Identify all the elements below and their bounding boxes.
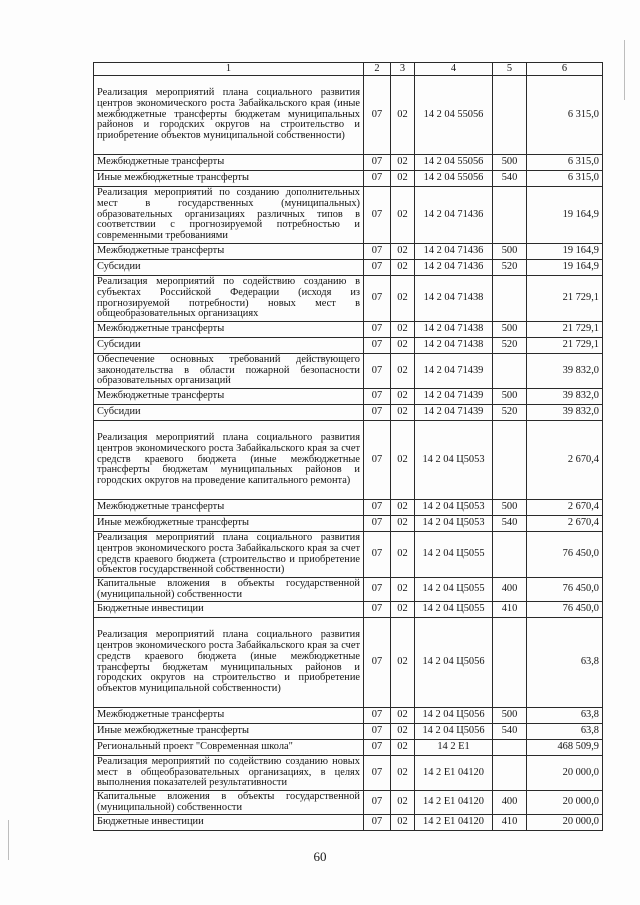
section-cell: 07 bbox=[364, 389, 391, 405]
table-row bbox=[94, 602, 603, 618]
section-cell: 07 bbox=[364, 187, 391, 244]
description-cell: Иные межбюджетные трансферты bbox=[94, 724, 364, 740]
expense-type-cell: 410 bbox=[493, 602, 527, 618]
target-article-cell: 14 2 04 71438 bbox=[415, 276, 493, 322]
table-row bbox=[94, 276, 603, 322]
header-col-4: 4 bbox=[415, 63, 493, 76]
table-row bbox=[94, 618, 603, 708]
table-row bbox=[94, 421, 603, 500]
description-cell: Капитальные вложения в объекты государственной (муниципальной) собственности bbox=[94, 578, 364, 602]
expense-type-cell bbox=[493, 740, 527, 756]
section-cell: 07 bbox=[364, 171, 391, 187]
subsection-cell: 02 bbox=[391, 244, 415, 260]
description-cell: Региональный проект "Современная школа" bbox=[94, 740, 364, 756]
target-article-cell: 14 2 04 71438 bbox=[415, 338, 493, 354]
expense-type-cell bbox=[493, 421, 527, 500]
target-article-cell: 14 2 04 Ц5056 bbox=[415, 618, 493, 708]
section-cell: 07 bbox=[364, 405, 391, 421]
description-cell: Капитальные вложения в объекты государственной (муниципальной) собственности bbox=[94, 791, 364, 815]
amount-cell: 6 315,0 bbox=[527, 155, 603, 171]
amount-cell: 63,8 bbox=[527, 708, 603, 724]
expense-type-cell: 500 bbox=[493, 155, 527, 171]
subsection-cell: 02 bbox=[391, 276, 415, 322]
expense-type-cell: 410 bbox=[493, 815, 527, 831]
table-row bbox=[94, 708, 603, 724]
subsection-cell: 02 bbox=[391, 708, 415, 724]
section-cell: 07 bbox=[364, 724, 391, 740]
description-cell: Бюджетные инвестиции bbox=[94, 815, 364, 831]
target-article-cell: 14 2 04 71439 bbox=[415, 354, 493, 389]
description-cell: Межбюджетные трансферты bbox=[94, 389, 364, 405]
expense-type-cell: 520 bbox=[493, 338, 527, 354]
table-row bbox=[94, 389, 603, 405]
budget-table bbox=[93, 62, 603, 831]
header-col-1: 1 bbox=[94, 63, 364, 76]
section-cell: 07 bbox=[364, 602, 391, 618]
section-cell: 07 bbox=[364, 532, 391, 578]
expense-type-cell: 400 bbox=[493, 791, 527, 815]
table-row bbox=[94, 187, 603, 244]
table-row bbox=[94, 244, 603, 260]
amount-cell: 19 164,9 bbox=[527, 260, 603, 276]
header-col-3: 3 bbox=[391, 63, 415, 76]
target-article-cell: 14 2 04 71438 bbox=[415, 322, 493, 338]
section-cell: 07 bbox=[364, 791, 391, 815]
table-row bbox=[94, 724, 603, 740]
expense-type-cell: 400 bbox=[493, 578, 527, 602]
subsection-cell: 02 bbox=[391, 740, 415, 756]
expense-type-cell: 500 bbox=[493, 708, 527, 724]
description-cell: Обеспечение основных требований действующего законодательства в области пожарной безопасности образовательных организаций bbox=[94, 354, 364, 389]
right-edge-line bbox=[624, 40, 625, 100]
expense-type-cell: 540 bbox=[493, 171, 527, 187]
description-cell: Реализация мероприятий плана социального развития центров экономического роста Забайкальского края за счет средств краевого бюджета (иные межбюджетные трансферты бюджетам муниципальных районов и городских округов на строительство и приобретение объектов муниципальной собственности) bbox=[94, 618, 364, 708]
table-row bbox=[94, 532, 603, 578]
subsection-cell: 02 bbox=[391, 602, 415, 618]
amount-cell: 2 670,4 bbox=[527, 516, 603, 532]
table-body bbox=[94, 76, 603, 831]
table-row bbox=[94, 740, 603, 756]
expense-type-cell: 540 bbox=[493, 516, 527, 532]
section-cell: 07 bbox=[364, 578, 391, 602]
amount-cell: 63,8 bbox=[527, 724, 603, 740]
target-article-cell: 14 2 E1 04120 bbox=[415, 815, 493, 831]
subsection-cell: 02 bbox=[391, 724, 415, 740]
section-cell: 07 bbox=[364, 421, 391, 500]
description-cell: Реализация мероприятий плана социального развития центров экономического роста Забайкальского края за счет средств краевого бюджета (строительство и приобретение объектов государственной собственности) bbox=[94, 532, 364, 578]
subsection-cell: 02 bbox=[391, 791, 415, 815]
section-cell: 07 bbox=[364, 740, 391, 756]
target-article-cell: 14 2 04 Ц5053 bbox=[415, 516, 493, 532]
description-cell: Реализация мероприятий по содействию созданию новых мест в общеобразовательных организациях, в целях выполнения показателей результативности bbox=[94, 756, 364, 791]
amount-cell: 21 729,1 bbox=[527, 322, 603, 338]
amount-cell: 63,8 bbox=[527, 618, 603, 708]
section-cell: 07 bbox=[364, 756, 391, 791]
target-article-cell: 14 2 04 71439 bbox=[415, 405, 493, 421]
amount-cell: 76 450,0 bbox=[527, 578, 603, 602]
subsection-cell: 02 bbox=[391, 421, 415, 500]
description-cell: Субсидии bbox=[94, 260, 364, 276]
subsection-cell: 02 bbox=[391, 815, 415, 831]
amount-cell: 20 000,0 bbox=[527, 791, 603, 815]
table-header-row bbox=[94, 63, 603, 76]
target-article-cell: 14 2 04 Ц5055 bbox=[415, 532, 493, 578]
table-row bbox=[94, 815, 603, 831]
table-row bbox=[94, 338, 603, 354]
subsection-cell: 02 bbox=[391, 322, 415, 338]
subsection-cell: 02 bbox=[391, 76, 415, 155]
description-cell: Межбюджетные трансферты bbox=[94, 500, 364, 516]
description-cell: Бюджетные инвестиции bbox=[94, 602, 364, 618]
expense-type-cell bbox=[493, 187, 527, 244]
description-cell: Реализация мероприятий по содействию созданию в субъектах Российской Федерации (исходя из прогнозируемой потребности) новых мест в общеобразовательных организациях bbox=[94, 276, 364, 322]
subsection-cell: 02 bbox=[391, 500, 415, 516]
left-edge-mark bbox=[8, 820, 9, 860]
section-cell: 07 bbox=[364, 276, 391, 322]
section-cell: 07 bbox=[364, 338, 391, 354]
amount-cell: 21 729,1 bbox=[527, 276, 603, 322]
target-article-cell: 14 2 04 Ц5053 bbox=[415, 500, 493, 516]
section-cell: 07 bbox=[364, 618, 391, 708]
subsection-cell: 02 bbox=[391, 516, 415, 532]
description-cell: Реализация мероприятий по созданию дополнительных мест в государственных (муниципальных) образовательных организациях различных типов в соответствии с прогнозируемой потребностью и современными требованиями bbox=[94, 187, 364, 244]
expense-type-cell: 500 bbox=[493, 244, 527, 260]
section-cell: 07 bbox=[364, 354, 391, 389]
subsection-cell: 02 bbox=[391, 389, 415, 405]
description-cell: Субсидии bbox=[94, 405, 364, 421]
expense-type-cell bbox=[493, 276, 527, 322]
amount-cell: 19 164,9 bbox=[527, 244, 603, 260]
section-cell: 07 bbox=[364, 708, 391, 724]
table-row bbox=[94, 155, 603, 171]
section-cell: 07 bbox=[364, 76, 391, 155]
description-cell: Реализация мероприятий плана социального развития центров экономического роста Забайкальского края (иные межбюджетные трансферты бюджетам муниципальных районов и городских округов на строительство и приобретение объектов муниципальной собственности) bbox=[94, 76, 364, 155]
subsection-cell: 02 bbox=[391, 338, 415, 354]
target-article-cell: 14 2 04 55056 bbox=[415, 171, 493, 187]
subsection-cell: 02 bbox=[391, 532, 415, 578]
table-row bbox=[94, 516, 603, 532]
target-article-cell: 14 2 E1 04120 bbox=[415, 756, 493, 791]
subsection-cell: 02 bbox=[391, 171, 415, 187]
target-article-cell: 14 2 04 Ц5055 bbox=[415, 578, 493, 602]
target-article-cell: 14 2 04 55056 bbox=[415, 155, 493, 171]
amount-cell: 39 832,0 bbox=[527, 405, 603, 421]
table-row bbox=[94, 500, 603, 516]
target-article-cell: 14 2 04 55056 bbox=[415, 76, 493, 155]
amount-cell: 468 509,9 bbox=[527, 740, 603, 756]
expense-type-cell bbox=[493, 354, 527, 389]
amount-cell: 6 315,0 bbox=[527, 171, 603, 187]
target-article-cell: 14 2 04 71436 bbox=[415, 244, 493, 260]
table-row bbox=[94, 76, 603, 155]
expense-type-cell: 520 bbox=[493, 260, 527, 276]
description-cell: Иные межбюджетные трансферты bbox=[94, 516, 364, 532]
expense-type-cell bbox=[493, 532, 527, 578]
description-cell: Субсидии bbox=[94, 338, 364, 354]
amount-cell: 20 000,0 bbox=[527, 756, 603, 791]
section-cell: 07 bbox=[364, 260, 391, 276]
description-cell: Межбюджетные трансферты bbox=[94, 708, 364, 724]
section-cell: 07 bbox=[364, 815, 391, 831]
target-article-cell: 14 2 04 71436 bbox=[415, 187, 493, 244]
description-cell: Межбюджетные трансферты bbox=[94, 155, 364, 171]
description-cell: Межбюджетные трансферты bbox=[94, 322, 364, 338]
amount-cell: 21 729,1 bbox=[527, 338, 603, 354]
amount-cell: 20 000,0 bbox=[527, 815, 603, 831]
subsection-cell: 02 bbox=[391, 260, 415, 276]
description-cell: Реализация мероприятий плана социального развития центров экономического роста Забайкальского края за счет средств краевого бюджета (иные межбюджетные трансферты бюджетам муниципальных районов и городских округов на проведение капитального ремонта) bbox=[94, 421, 364, 500]
amount-cell: 2 670,4 bbox=[527, 421, 603, 500]
expense-type-cell: 500 bbox=[493, 322, 527, 338]
target-article-cell: 14 2 E1 bbox=[415, 740, 493, 756]
page-number: 60 bbox=[313, 849, 327, 864]
target-article-cell: 14 2 04 Ц5055 bbox=[415, 602, 493, 618]
expense-type-cell: 520 bbox=[493, 405, 527, 421]
target-article-cell: 14 2 04 71436 bbox=[415, 260, 493, 276]
header-col-6: 6 bbox=[527, 63, 603, 76]
table-row bbox=[94, 405, 603, 421]
table-row bbox=[94, 354, 603, 389]
amount-cell: 76 450,0 bbox=[527, 602, 603, 618]
section-cell: 07 bbox=[364, 244, 391, 260]
description-cell: Иные межбюджетные трансферты bbox=[94, 171, 364, 187]
amount-cell: 39 832,0 bbox=[527, 354, 603, 389]
subsection-cell: 02 bbox=[391, 618, 415, 708]
subsection-cell: 02 bbox=[391, 756, 415, 791]
description-cell: Межбюджетные трансферты bbox=[94, 244, 364, 260]
header-col-5: 5 bbox=[493, 63, 527, 76]
amount-cell: 2 670,4 bbox=[527, 500, 603, 516]
target-article-cell: 14 2 04 Ц5056 bbox=[415, 724, 493, 740]
table-row bbox=[94, 171, 603, 187]
table-row bbox=[94, 260, 603, 276]
amount-cell: 6 315,0 bbox=[527, 76, 603, 155]
expense-type-cell bbox=[493, 76, 527, 155]
subsection-cell: 02 bbox=[391, 405, 415, 421]
amount-cell: 39 832,0 bbox=[527, 389, 603, 405]
expense-type-cell: 500 bbox=[493, 500, 527, 516]
table-row bbox=[94, 322, 603, 338]
section-cell: 07 bbox=[364, 155, 391, 171]
amount-cell: 76 450,0 bbox=[527, 532, 603, 578]
section-cell: 07 bbox=[364, 322, 391, 338]
subsection-cell: 02 bbox=[391, 187, 415, 244]
header-col-2: 2 bbox=[364, 63, 391, 76]
subsection-cell: 02 bbox=[391, 578, 415, 602]
expense-type-cell: 540 bbox=[493, 724, 527, 740]
subsection-cell: 02 bbox=[391, 155, 415, 171]
section-cell: 07 bbox=[364, 516, 391, 532]
table-row bbox=[94, 791, 603, 815]
table-row bbox=[94, 578, 603, 602]
target-article-cell: 14 2 E1 04120 bbox=[415, 791, 493, 815]
expense-type-cell: 500 bbox=[493, 389, 527, 405]
target-article-cell: 14 2 04 71439 bbox=[415, 389, 493, 405]
section-cell: 07 bbox=[364, 500, 391, 516]
amount-cell: 19 164,9 bbox=[527, 187, 603, 244]
table-row bbox=[94, 756, 603, 791]
subsection-cell: 02 bbox=[391, 354, 415, 389]
expense-type-cell bbox=[493, 756, 527, 791]
expense-type-cell bbox=[493, 618, 527, 708]
target-article-cell: 14 2 04 Ц5056 bbox=[415, 708, 493, 724]
target-article-cell: 14 2 04 Ц5053 bbox=[415, 421, 493, 500]
